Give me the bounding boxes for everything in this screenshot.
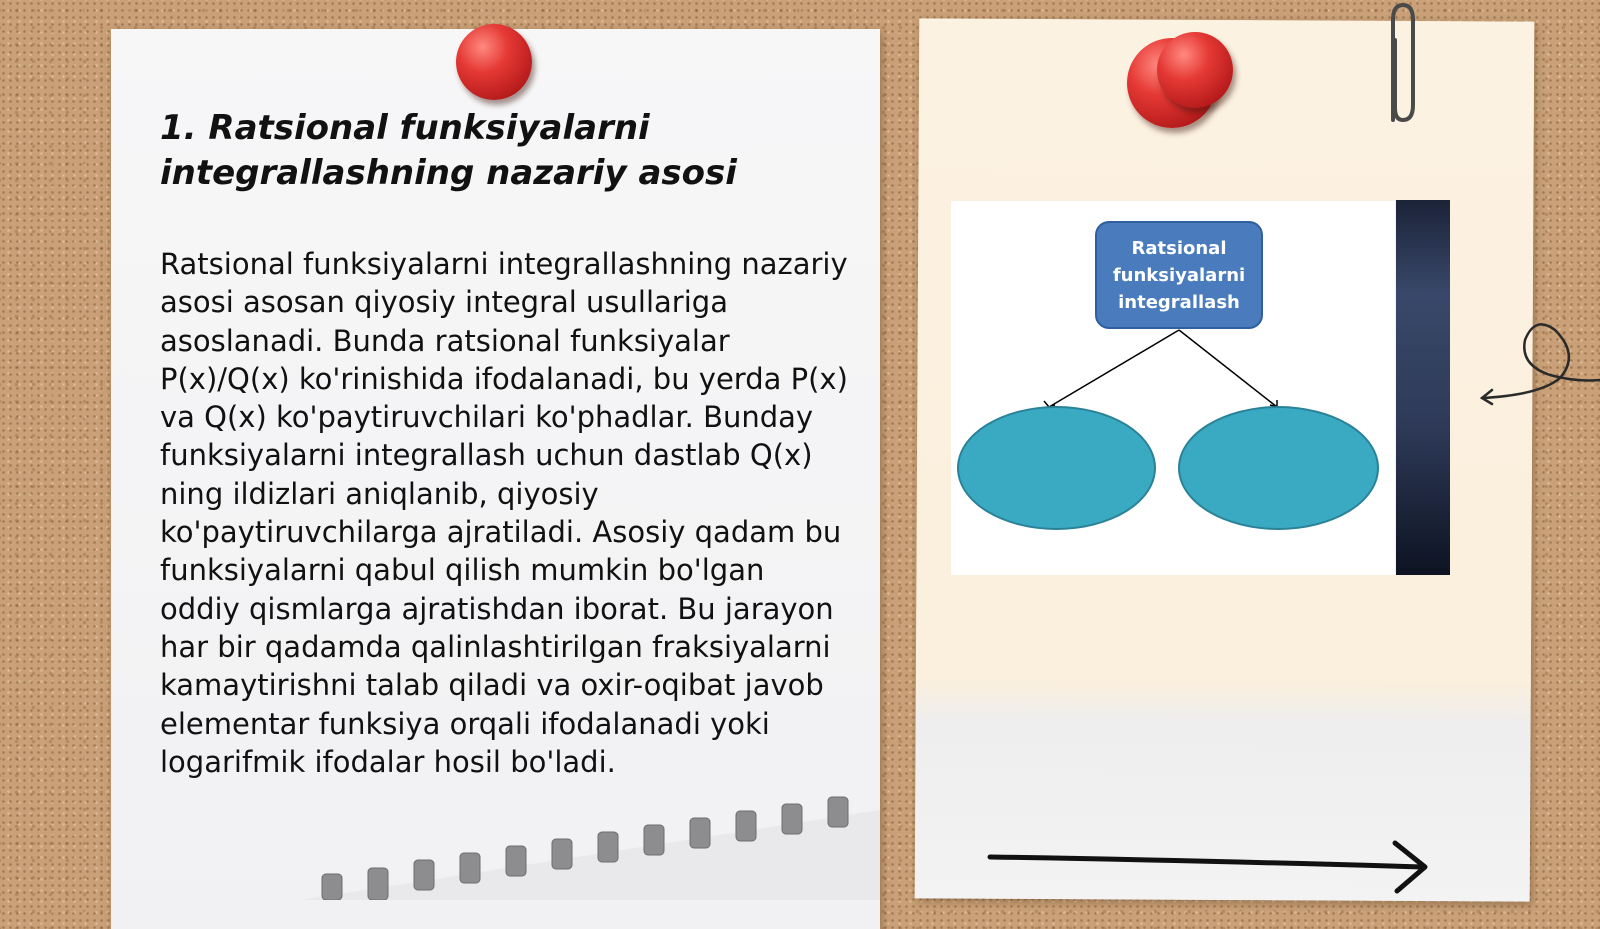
- section-body-text: Ratsional funksiyalarni integrallashning nazariy asosi asosan qiyosiy integral usullariga asoslanadi. Bunda ratsional funksiyalar P(x)/Q(x) ko'rinishida ifodalanadi, bu yerda P(x) va Q(x) ko'paytiruvchilari ko'phadlar. Bunday funksiyalarni integrallash uchun dastlab Q(x) ning ildizlari aniqlanib, qiyosiy ko'paytiruvchilarga ajratiladi. Asosiy qadam bu funksiyalarni qabul qilish mumkin bo'lgan oddiy qismlarga ajratishdan iborat. Bu jarayon har bir qadamda qalinlashtirilgan fraksiyalarni kamaytirishni talab qiladi va oxir-oqibat javob elementar funksiya orqali ifodalanadi yoki logarifmik ifodalar hosil bo'ladi.: [160, 247, 848, 779]
- right-arrow-icon: [985, 835, 1445, 895]
- diagram-child-node-right: [1178, 406, 1379, 530]
- section-title: 1. Ratsional funksiyalarni integrallashning nazariy asosi: [160, 108, 737, 193]
- diagram-root-node: [1095, 221, 1263, 329]
- diagram-child-node-left: [957, 406, 1156, 530]
- diagram-root-label: Ratsional funksiyalarni integrallash: [1112, 237, 1246, 313]
